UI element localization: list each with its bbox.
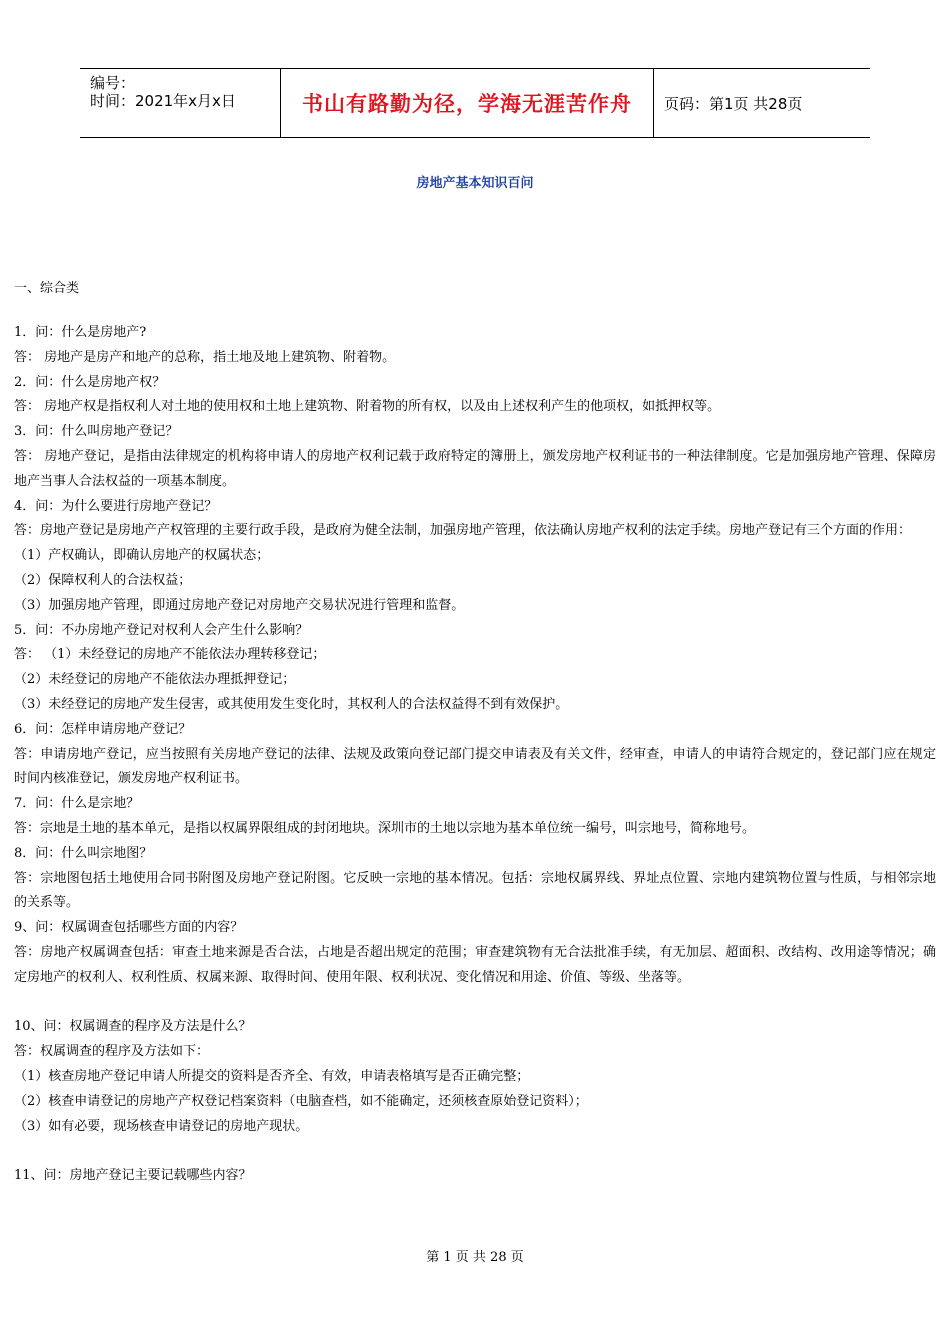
answer-4-item-2: （2）保障权利人的合法权益；: [14, 572, 192, 588]
question-6: 6．问：怎样申请房地产登记？: [14, 721, 192, 737]
answer-7: 答：宗地是土地的基本单元，是指以权属界限组成的封闭地块。深圳市的土地以宗地为基本单位统一编号，叫宗地号，简称地号。: [14, 820, 756, 836]
document-title: 房地产基本知识百问: [416, 176, 534, 191]
question-7: 7．问：什么是宗地？: [14, 796, 140, 812]
answer-9: 答：房地产权属调查包括：审查土地来源是否合法，占地是否超出规定的范围；审查建筑物有无合法批准手续，有无加层、超面积、改结构、改用途等情况；确定房地产的权利人、权利性质、权属来源、取得时间、使用年限、权利状况、变化情况和用途、价值、等级、坐落等。: [14, 944, 936, 985]
answer-10-item-2: （2）核查申请登记的房地产产权登记档案资料（电脑查档，如不能确定，还须核查原始登记资料）；: [14, 1093, 588, 1109]
answer-4: 答：房地产登记是房地产产权管理的主要行政手段，是政府为健全法制，加强房地产管理，依法确认房地产权利的法定手续。房地产登记有三个方面的作用：: [14, 523, 912, 539]
question-9: 9、问：权属调查包括哪些方面的内容？: [14, 920, 244, 936]
answer-1: 答： 房地产是房产和地产的总称，指土地及地上建筑物、附着物。: [14, 349, 396, 365]
document-body: [14, 321, 936, 1189]
question-1: 1．问：什么是房地产?: [14, 325, 147, 340]
answer-5-item-1: 答： （1）未经登记的房地产不能依法办理转移登记；: [14, 647, 326, 663]
answer-4-item-1: （1）产权确认，即确认房地产的权属状态；: [14, 548, 270, 564]
answer-5-item-2: （2）未经登记的房地产不能依法办理抵押登记；: [14, 672, 296, 688]
answer-8: 答：宗地图包括土地使用合同书附图及房地产登记附图。它反映一宗地的基本情况。包括：宗地权属界线、界址点位置、宗地内建筑物位置与性质，与相邻宗地的关系等。: [14, 870, 936, 911]
question-8: 8．问：什么叫宗地图？: [14, 845, 153, 861]
question-2: 2．问：什么是房地产权？: [14, 374, 166, 390]
spacer: [14, 991, 936, 1016]
answer-6: 答：申请房地产登记，应当按照有关房地产登记的法律、法规及政策向登记部门提交申请表及有关文件，经审查，申请人的申请符合规定的，登记部门应在规定时间内核准登记，颁发房地产权利证书。: [14, 746, 936, 787]
answer-10-item-1: （1）核查房地产登记申请人所提交的资料是否齐全、有效，申请表格填写是否正确完整；: [14, 1068, 530, 1084]
answer-4-item-3: （3）加强房地产管理，即通过房地产登记对房地产交易状况进行管理和监督。: [14, 597, 465, 613]
question-5: 5．问：不办房地产登记对权利人会产生什么影响？: [14, 622, 309, 638]
question-3: 3．问：什么叫房地产登记？: [14, 424, 179, 440]
answer-10: 答：权属调查的程序及方法如下：: [14, 1044, 210, 1060]
spacer: [14, 1139, 936, 1164]
question-10: 10、问：权属调查的程序及方法是什么？: [14, 1019, 252, 1035]
header-table: [80, 68, 870, 138]
answer-10-item-3: （3）如有必要，现场核查申请登记的房地产现状。: [14, 1118, 309, 1134]
time-label: 时间：2021年x月x日: [90, 92, 236, 110]
answer-3: 答： 房地产登记，是指由法律规定的机构将申请人的房地产权利记载于政府特定的簿册上，颁发房地产权利证书的一种法律制度。它是加强房地产管理、保障房地产当事人合法权益的一项基本制度。: [14, 448, 936, 489]
motto-text: 书山有路勤为径，学海无涯苦作舟: [302, 92, 632, 116]
header-motto-cell: [281, 69, 654, 137]
header-page-cell: [654, 69, 870, 137]
answer-2: 答： 房地产权是指权利人对土地的使用权和土地上建筑物、附着物的所有权，以及由上述权利产生的他项权，如抵押权等。: [14, 399, 721, 415]
page-info: 页码：第1页 共28页: [664, 94, 803, 113]
header-meta-cell: [80, 69, 281, 137]
page-footer: 第 1 页 共 28 页: [426, 1250, 524, 1265]
number-label: 编号：: [90, 74, 136, 92]
question-4: 4．问：为什么要进行房地产登记？: [14, 498, 218, 514]
section-heading: 一、综合类: [14, 281, 80, 296]
answer-5-item-3: （3）未经登记的房地产发生侵害，或其使用发生变化时，其权利人的合法权益得不到有效保护。: [14, 696, 569, 712]
question-11: 11、问：房地产登记主要记载哪些内容？: [14, 1168, 252, 1184]
